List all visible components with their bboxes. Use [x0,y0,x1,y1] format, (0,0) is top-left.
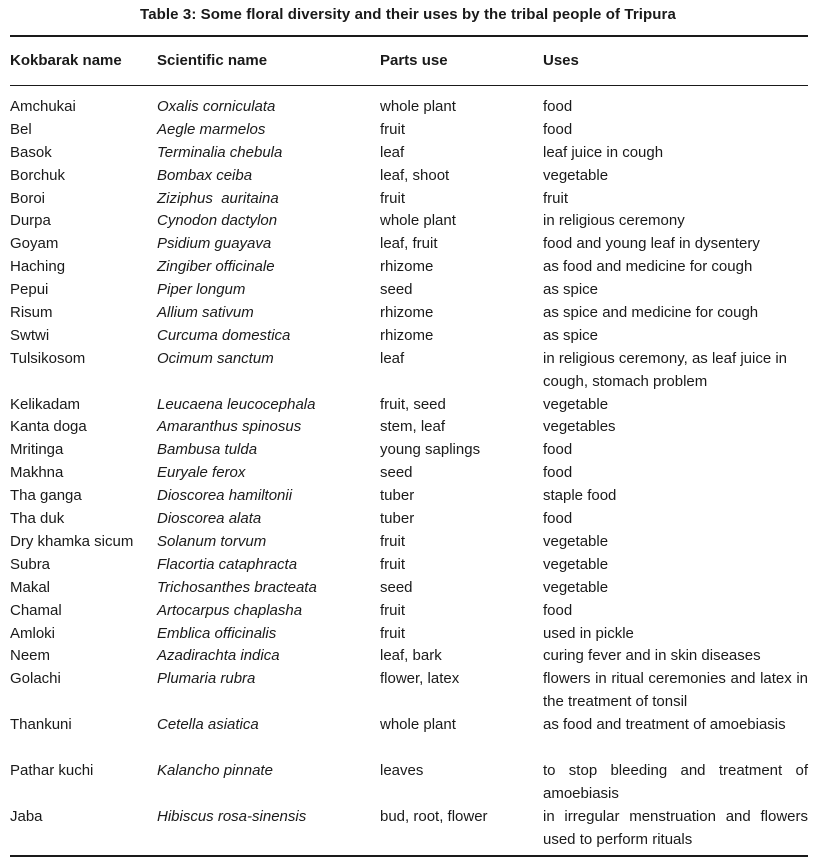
table-row [0,531,816,554]
kokbarak-name-cell: Bel [10,120,32,138]
parts-use-cell: fruit [380,532,406,550]
scientific-name-cell: Allium sativum [157,304,254,322]
scientific-name-cell: Flacortia cataphracta [157,555,298,573]
kokbarak-name-cell: Tha duk [10,510,65,528]
kokbarak-name-cell: Amchukai [10,98,76,115]
scientific-name-cell: Oxalis corniculata [157,98,276,115]
kokbarak-name-cell: Makal [10,578,51,596]
table-row [0,256,816,279]
scientific-name-cell: Cynodon dactylon [157,212,278,230]
scientific-name-cell: Artocarpus chaplasha [157,601,303,619]
kokbarak-name-cell: Pathar kuchi [10,761,94,779]
table-row [0,394,816,417]
table-row [0,325,816,348]
uses-cell: food [543,441,573,459]
table-row [0,462,816,485]
scientific-name-cell: Dioscorea hamiltonii [157,487,293,505]
kokbarak-name-cell: Haching [10,258,66,276]
parts-use-cell: bud, root, flower [380,807,488,825]
uses-cell: food [543,120,573,138]
table-row [0,508,816,531]
uses-cell: vegetable [543,166,609,184]
parts-use-cell: leaf, bark [380,647,442,665]
scientific-name-cell: Leucaena leucocephala [157,395,316,413]
uses-cell: vegetable [543,555,609,573]
kokbarak-name-cell: Goyam [10,235,59,253]
parts-use-cell: fruit [380,601,406,619]
parts-use-cell: seed [380,578,413,596]
table-row [0,119,816,142]
parts-use-cell: whole plant [380,98,456,115]
scientific-name-cell: Dioscorea alata [157,510,262,528]
uses-cell: as spice [543,281,599,299]
uses-cell: food [543,510,573,528]
uses-cell: curing fever and in skin diseases [543,647,761,665]
kokbarak-name-cell: Tulsikosom [10,349,86,367]
scientific-name-cell: Zingiber officinale [157,258,275,276]
parts-use-cell: leaf [380,143,405,161]
kokbarak-name-cell: Swtwi [10,326,50,344]
kokbarak-name-cell: Durpa [10,212,51,230]
table-row [0,165,816,188]
table-row [0,142,816,165]
parts-use-cell: flower, latex [380,670,460,688]
table-row [0,210,816,233]
scientific-name-cell: Amaranthus spinosus [157,418,302,436]
uses-cell: flowers in ritual ceremonies and latex in the treatment of tonsil [543,670,808,711]
table-row [0,439,816,462]
table-row [0,302,816,325]
kokbarak-name-cell: Kanta doga [10,418,87,436]
table-title: Table 3: Some floral diversity and their uses by the tribal people of Tripura [140,6,676,23]
scientific-name-cell: Solanum torvum [157,532,267,550]
kokbarak-name-cell: Golachi [10,670,61,688]
header-scientific-name: Scientific name [157,52,268,69]
kokbarak-name-cell: Thankuni [10,716,72,734]
kokbarak-name-cell: Makhna [10,464,64,482]
uses-cell: leaf juice in cough [543,143,664,161]
scientific-name-cell: Hibiscus rosa-sinensis [157,807,307,825]
kokbarak-name-cell: Tha ganga [10,487,82,505]
table-row [0,416,816,439]
table-row [0,600,816,623]
parts-use-cell: fruit, seed [380,395,446,413]
table-row [0,279,816,302]
parts-use-cell: leaf, shoot [380,166,450,184]
table-row [0,623,816,646]
table-row [0,188,816,211]
table-header [0,52,816,72]
uses-cell: to stop bleeding and treatment of amoebiasis [543,761,808,802]
parts-use-cell: tuber [380,510,415,528]
uses-cell: as spice [543,326,599,344]
kokbarak-name-cell: Neem [10,647,51,665]
scientific-name-cell: Bombax ceiba [157,166,253,184]
parts-use-cell: fruit [380,189,406,207]
scientific-name-cell: Trichosanthes bracteata [157,578,317,596]
table-row [0,645,816,668]
uses-cell: food [543,98,573,115]
kokbarak-name-cell: Amloki [10,624,56,642]
table-row [0,577,816,600]
table-row [0,668,816,714]
kokbarak-name-cell: Jaba [10,807,43,825]
parts-use-cell: leaf [380,349,405,367]
header-uses: Uses [543,52,579,69]
uses-cell: as spice and medicine for cough [543,304,759,322]
top-rule [10,35,808,37]
scientific-name-cell: Cetella asiatica [157,716,259,734]
parts-use-cell: leaf, fruit [380,235,438,253]
uses-cell: used in pickle [543,624,634,642]
uses-cell: vegetable [543,395,609,413]
scientific-name-cell: Kalancho pinnate [157,761,273,779]
kokbarak-name-cell: Dry khamka sicum [10,532,134,550]
parts-use-cell: whole plant [380,212,456,230]
parts-use-cell: leaves [380,761,424,779]
table-row [0,233,816,256]
parts-use-cell: fruit [380,624,406,642]
uses-cell: staple food [543,487,617,505]
bottom-rule [10,855,808,857]
table-row [0,348,816,394]
parts-use-cell: young saplings [380,441,481,459]
parts-use-cell: rhizome [380,326,434,344]
uses-cell: in religious ceremony, as leaf juice in cough, stomach problem [543,349,788,390]
uses-cell: in irregular menstruation and flowers used to perform rituals [543,807,808,848]
header-parts-use: Parts use [380,52,448,69]
scientific-name-cell: Azadirachta indica [157,647,280,665]
table-row [0,806,816,852]
scientific-name-cell: Bambusa tulda [157,441,258,459]
table-row [0,485,816,508]
scientific-name-cell: Aegle marmelos [157,120,266,138]
kokbarak-name-cell: Pepui [10,281,49,299]
uses-cell: vegetables [543,418,616,436]
parts-use-cell: stem, leaf [380,418,446,436]
parts-use-cell: rhizome [380,258,434,276]
kokbarak-name-cell: Boroi [10,189,46,207]
kokbarak-name-cell: Borchuk [10,166,66,184]
scientific-name-cell: Psidium guayava [157,235,272,253]
parts-use-cell: whole plant [380,716,456,734]
header-kokbarak-name: Kokbarak name [10,52,122,69]
kokbarak-name-cell: Mritinga [10,441,64,459]
uses-cell: vegetable [543,578,609,596]
uses-cell: in religious ceremony [543,212,685,230]
parts-use-cell: fruit [380,120,406,138]
parts-use-cell: seed [380,281,413,299]
uses-cell: food [543,601,573,619]
uses-cell: as food and medicine for cough [543,258,753,276]
uses-cell: food [543,464,573,482]
table-row [0,714,816,760]
uses-cell: food and young leaf in dysentery [543,235,760,253]
scientific-name-cell: Emblica officinalis [157,624,277,642]
scientific-name-cell: Terminalia chebula [157,143,283,161]
kokbarak-name-cell: Risum [10,304,53,322]
table-row [0,554,816,577]
kokbarak-name-cell: Subra [10,555,51,573]
parts-use-cell: fruit [380,555,406,573]
uses-cell: as food and treatment of amoebiasis [543,716,786,734]
uses-cell: vegetable [543,532,609,550]
table-body [0,96,816,851]
kokbarak-name-cell: Kelikadam [10,395,81,413]
scientific-name-cell: Ocimum sanctum [157,349,274,367]
header-rule [10,85,808,86]
scientific-name-cell: Curcuma domestica [157,326,291,344]
kokbarak-name-cell: Basok [10,143,52,161]
uses-cell: fruit [543,189,569,207]
kokbarak-name-cell: Chamal [10,601,62,619]
parts-use-cell: tuber [380,487,415,505]
parts-use-cell: seed [380,464,413,482]
scientific-name-cell: Euryale ferox [157,464,246,482]
scientific-name-cell: Ziziphus auritaina [157,189,279,207]
scientific-name-cell: Plumaria rubra [157,670,256,688]
table-row [0,96,816,119]
parts-use-cell: rhizome [380,304,434,322]
table-row [0,760,816,806]
scientific-name-cell: Piper longum [157,281,246,299]
